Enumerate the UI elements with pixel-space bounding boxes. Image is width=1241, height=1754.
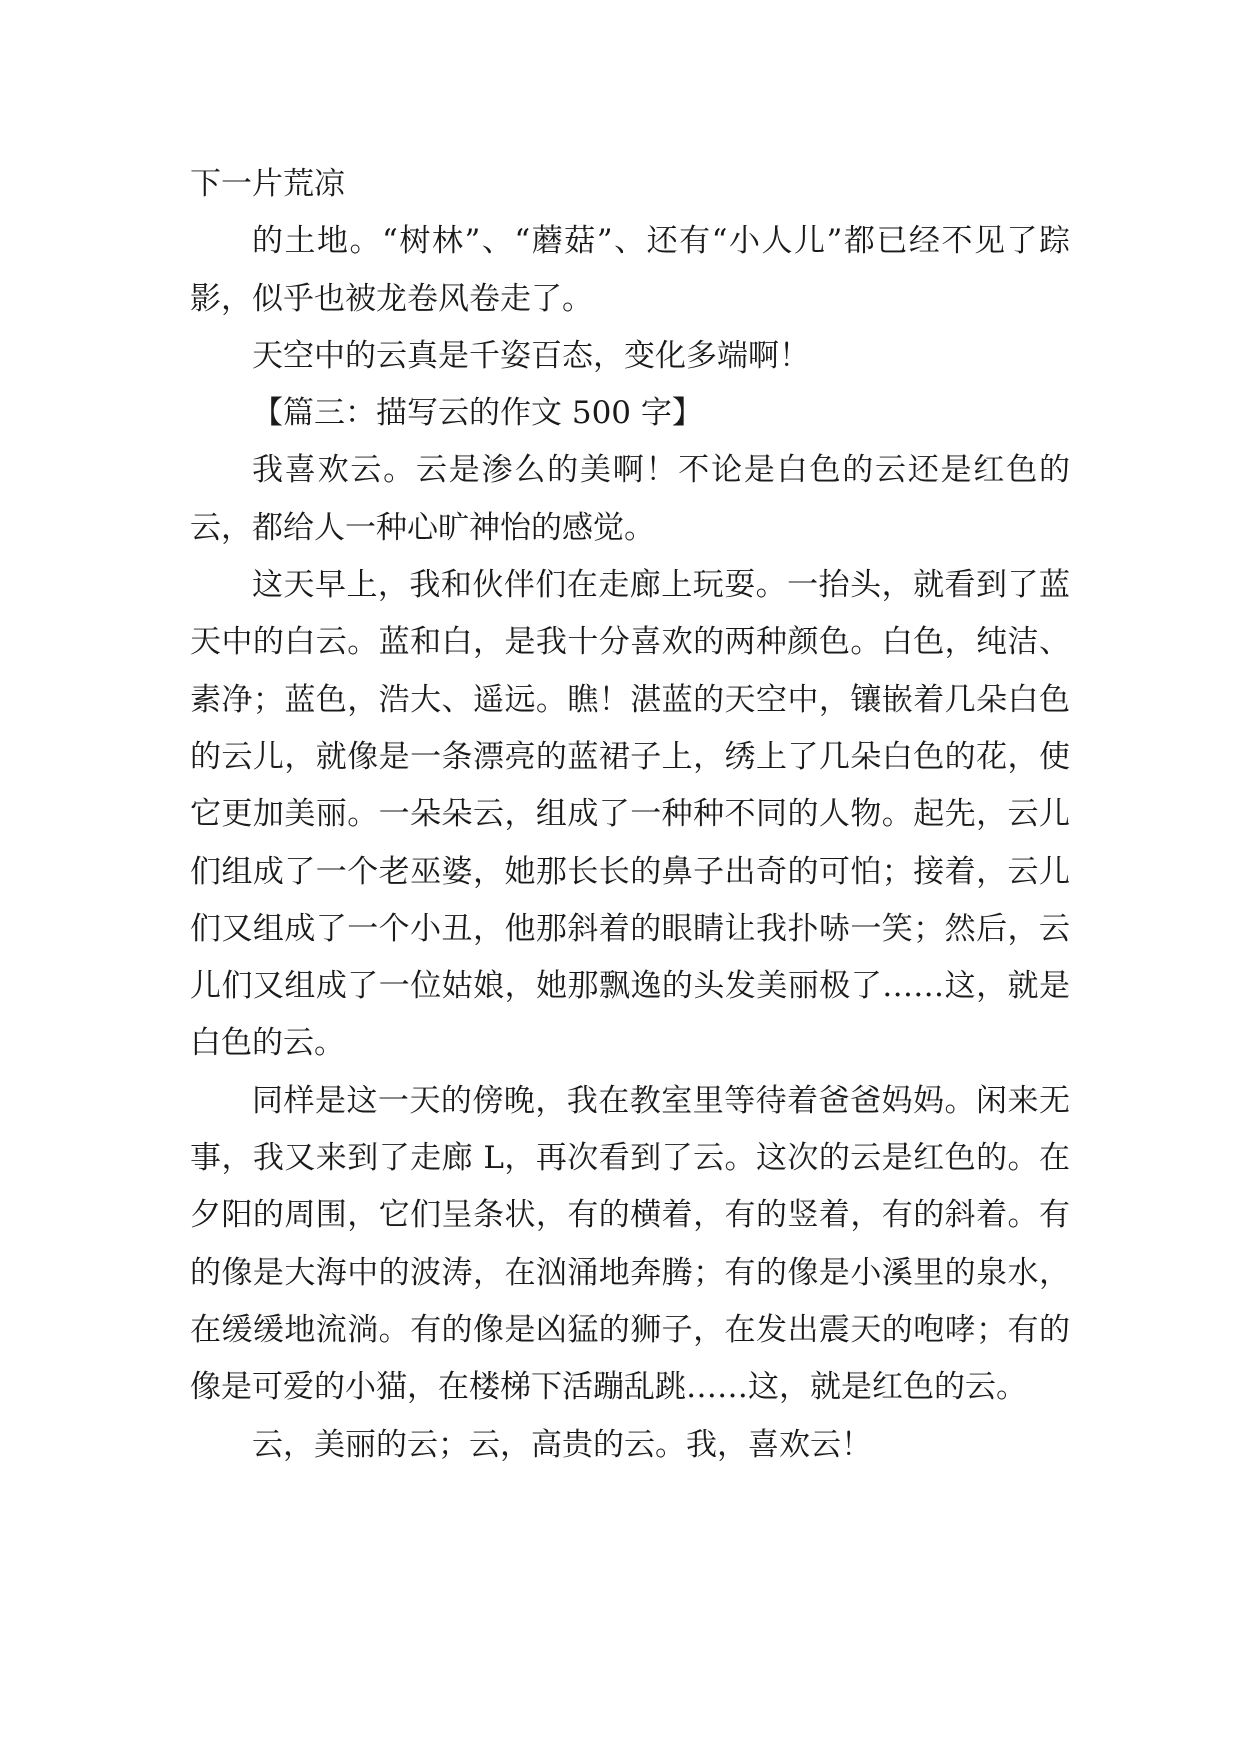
paragraph: 我喜欢云。云是渗么的美啊！不论是白色的云还是红色的云，都给人一种心旷神怡的感觉。 — [190, 452, 1070, 546]
paragraph: 这天早上，我和伙伴们在走廊上玩耍。一抬头，就看到了蓝天中的白云。蓝和白，是我十分喜欢的两种颜色。白色，纯洁、素净；蓝色，浩大、遥远。瞧！湛蓝的天空中，镶嵌着几朵白色的云儿，就像是一条漂亮的蓝裙子上，绣上了几朵白色的花，使它更加美丽。一朵朵云，组成了一种种不同的人物。起先，云儿们组成了一个老巫婆，她那长长的鼻子出奇的可怕；接着，云儿们又组成了一个小丑，他那斜着的眼睛让我扑哧一笑；然后，云儿们又组成了一位姑娘，她那飘逸的头发美丽极了……这，就是白色的云。 — [190, 567, 1070, 1062]
paragraph: 同样是这一天的傍晚，我在教室里等待着爸爸妈妈。闲来无事，我又来到了走廊 L，再次看到了云。这次的云是红色的。在夕阳的周围，它们呈条状，有的横着，有的竖着，有的斜着。有的像是大海中的波涛，在汹涌地奔腾；有的像是小溪里的泉水，在缓缓地流淌。有的像是凶猛的狮子，在发出震天的咆哮；有的像是可爱的小猫，在楼梯下活蹦乱跳……这，就是红色的云。 — [190, 1082, 1070, 1406]
paragraph: 的土地。“树林”、“蘑菇”、还有“小人儿”都已经不见了踪影，似乎也被龙卷风卷走了。 — [190, 223, 1070, 317]
document-body — [190, 156, 1070, 1474]
paragraph: 天空中的云真是千姿百态，变化多端啊！ — [252, 337, 810, 374]
paragraph: 云，美丽的云；云，高贵的云。我，喜欢云！ — [252, 1426, 872, 1463]
section-heading: 【篇三：描写云的作文 500 字】 — [252, 395, 703, 432]
paragraph: 下一片荒凉 — [190, 166, 345, 202]
